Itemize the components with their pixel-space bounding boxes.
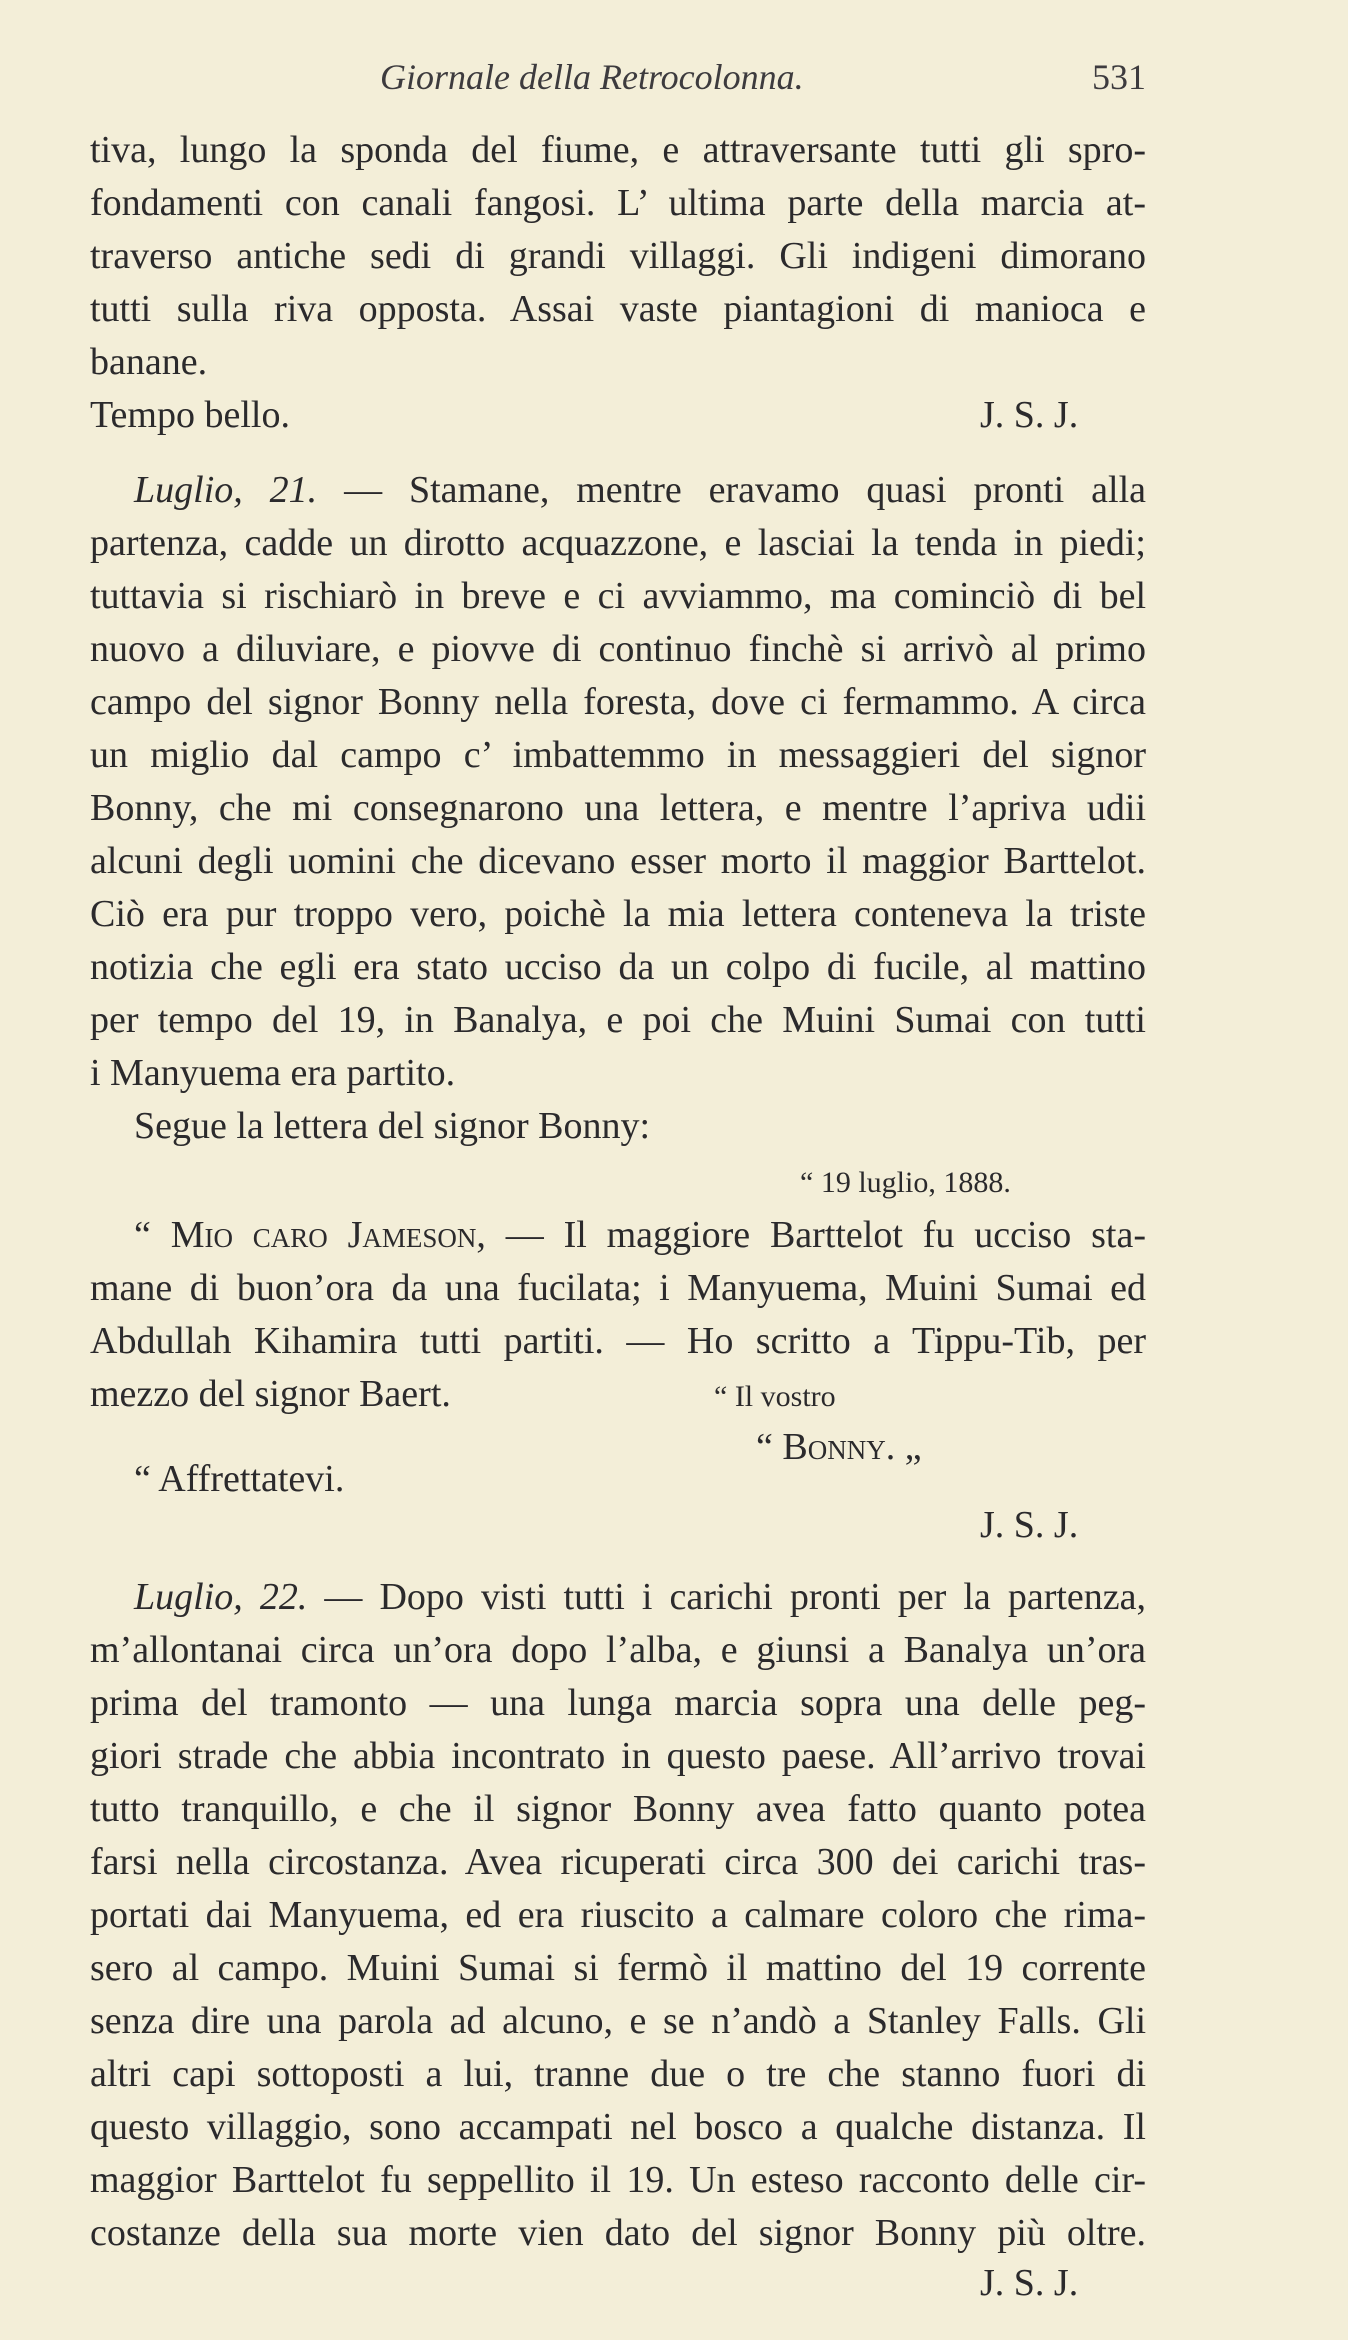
text-line: campo del signor Bonny nella foresta, dove ci fermammo. A circa	[90, 681, 1146, 723]
entry-first-line	[134, 1572, 1146, 1622]
page-number: 531	[1092, 57, 1146, 97]
text-line: prima del tramonto — una lunga marcia sopra una delle peg-	[90, 1682, 1146, 1724]
text-line: alcuni degli uomini che dicevano esser morto il maggior Barttelot.	[90, 840, 1146, 882]
running-title: Giornale della Retrocolonna.	[380, 57, 804, 97]
text-line: tutti sulla riva opposta. Assai vaste piantagioni di manioca e	[90, 288, 1146, 330]
text-line: tutto tranquillo, e che il signor Bonny avea fatto quanto potea	[90, 1788, 1146, 1830]
text-line: fondamenti con canali fangosi. L’ ultima parte della marcia at-	[90, 182, 1146, 224]
text-line: altri capi sottoposti a lui, tranne due o tre che stanno fuori di	[90, 2053, 1146, 2095]
text-line: mezzo del signor Baert.	[90, 1373, 451, 1415]
text-line: sero al campo. Muini Sumai si fermò il mattino del 19 corrente	[90, 1947, 1146, 1989]
text-line: farsi nella circostanza. Avea ricuperati circa 300 dei carichi tras-	[90, 1841, 1146, 1883]
text-line: questo villaggio, sono accampati nel bosco a qualche distanza. Il	[90, 2106, 1146, 2148]
text-line: per tempo del 19, in Banalya, e poi che Muini Sumai con tutti	[90, 999, 1146, 1041]
weather-note: Tempo bello.	[90, 394, 290, 436]
text-line: senza dire una parola ad alcuno, e se n’andò a Stanley Falls. Gli	[90, 2000, 1146, 2042]
signature-initials: J. S. J.	[980, 394, 1079, 436]
text-line: tiva, lungo la sponda del fiume, e attraversante tutti gli spro-	[90, 129, 1146, 171]
signature-initials: J. S. J.	[980, 2262, 1079, 2304]
text-line: giori strade che abbia incontrato in questo paese. All’arrivo trovai	[90, 1735, 1146, 1777]
letter-closing: “ Il vostro	[714, 1380, 836, 1413]
entry-date: Luglio, 22.	[134, 1576, 308, 1618]
entry-date: Luglio, 21.	[134, 469, 318, 511]
text-line: nuovo a diluviare, e piovve di continuo finchè si arrivò al primo	[90, 628, 1146, 670]
text-line: m’allontanai circa un’ora dopo l’alba, e giunsi a Banalya un’ora	[90, 1629, 1146, 1671]
letter-salutation: “ Mio caro Jameson,	[134, 1214, 486, 1256]
text-line: notizia che egli era stato ucciso da un colpo di fucile, al mattino	[90, 946, 1146, 988]
text-line: maggior Barttelot fu seppellito il 19. Un esteso racconto delle cir-	[90, 2159, 1146, 2201]
letter-signature: “ Bonny. „	[756, 1426, 922, 1468]
letter-postscript: “ Affrettatevi.	[134, 1458, 345, 1500]
page-header	[90, 56, 1146, 106]
text-line: un miglio dal campo c’ imbattemmo in messaggieri del signor	[90, 734, 1146, 776]
letter-text: — Il maggiore Barttelot fu ucciso sta-	[505, 1214, 1146, 1256]
text-line: i Manyuema era partito.	[90, 1052, 456, 1094]
text-line: partenza, cadde un dirotto acquazzone, e lasciai la tenda in piedi;	[90, 522, 1146, 564]
entry-text: — Dopo visti tutti i carichi pronti per la partenza,	[324, 1576, 1147, 1618]
signature-initials: J. S. J.	[980, 1504, 1079, 1546]
entry-text: — Stamane, mentre eravamo quasi pronti alla	[344, 469, 1146, 511]
letter-first-line	[134, 1210, 1146, 1260]
text-line: traverso antiche sedi di grandi villaggi. Gli indigeni dimorano	[90, 235, 1146, 277]
text-line: tuttavia si rischiarò in breve e ci avviammo, ma cominciò di bel	[90, 575, 1146, 617]
text-line: banane.	[90, 341, 208, 383]
letter-date: “ 19 luglio, 1888.	[800, 1166, 1011, 1199]
text-line: mane di buon’ora da una fucilata; i Manyuema, Muini Sumai ed	[90, 1267, 1146, 1309]
text-line: Bonny, che mi consegnarono una lettera, e mentre l’apriva udii	[90, 787, 1146, 829]
text-line: costanze della sua morte vien dato del signor Bonny più oltre.	[90, 2212, 1146, 2254]
entry-first-line	[134, 465, 1146, 515]
text-line: Abdullah Kihamira tutti partiti. — Ho scritto a Tippu-Tib, per	[90, 1320, 1146, 1362]
text-line: Segue la lettera del signor Bonny:	[134, 1105, 651, 1147]
text-line	[90, 390, 1146, 440]
text-line: Ciò era pur troppo vero, poichè la mia lettera conteneva la triste	[90, 893, 1146, 935]
text-line: portati dai Manyuema, ed era riuscito a calmare coloro che rima-	[90, 1894, 1146, 1936]
